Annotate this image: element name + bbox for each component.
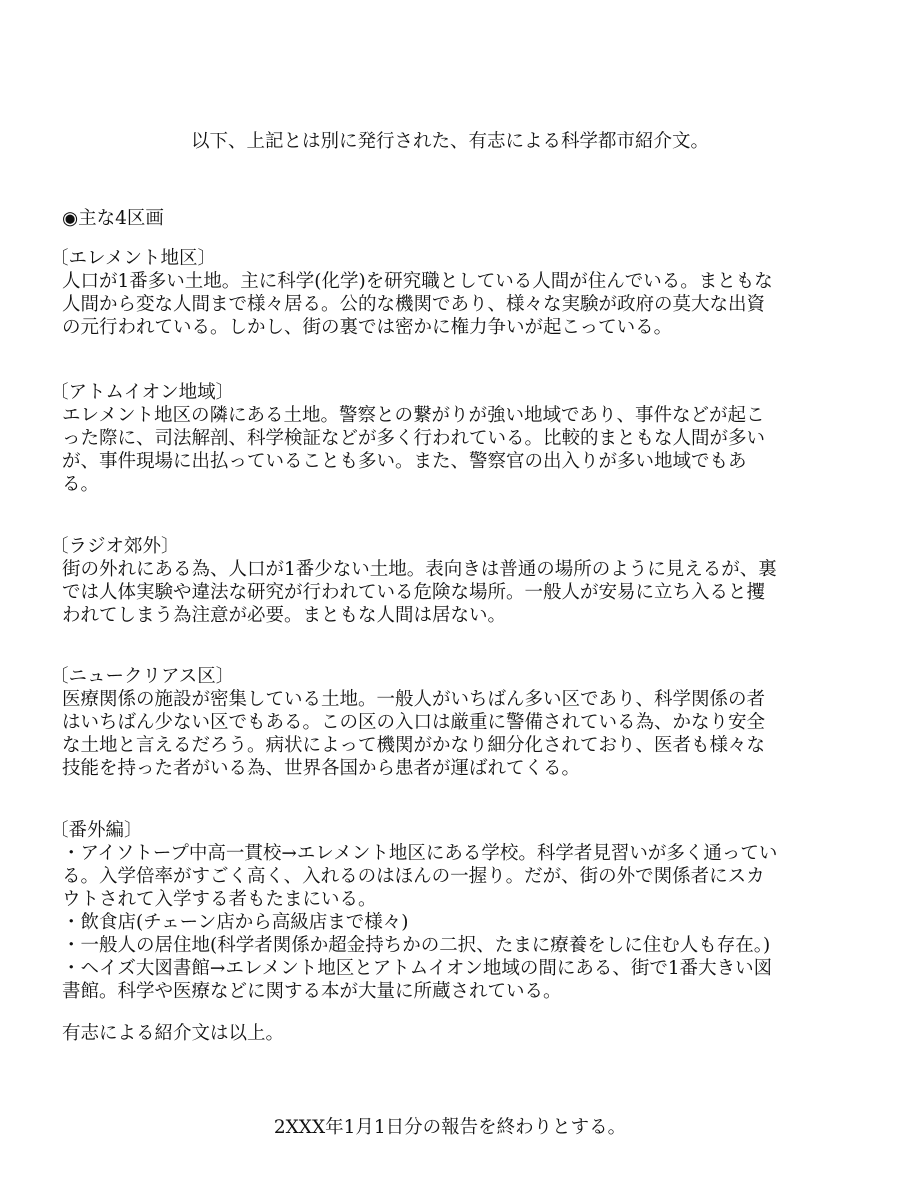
closing-line: 有志による紹介文は以上。 (62, 1023, 285, 1044)
section-title-radio: 〔ラジオ郊外〕 (50, 536, 180, 557)
section-line: な土地と言えるだろう。病状によって機関がかなり細分化されており、医者も様々な (62, 735, 766, 756)
section-line: ・アイソトープ中高一貫校→エレメント地区にある学校。科学者見習いが多く通ってい (62, 843, 778, 864)
intro-line: 以下、上記とは別に発行された、有志による科学都市紹介文。 (190, 131, 709, 152)
section-line: ・飲食店(チェーン店から高級店まで様々) (62, 912, 409, 933)
section-line: では人体実験や違法な研究が行われている危険な場所。一般人が安易に立ち入ると攫 (62, 582, 766, 603)
section-title-extra: 〔番外編〕 (50, 820, 143, 841)
section-line: われてしまう為注意が必要。まともな人間は居ない。 (62, 605, 507, 626)
section-line: 技能を持った者がいる為、世界各国から患者が運ばれてくる。 (62, 758, 581, 779)
districts-heading: ◉主な4区画 (62, 208, 164, 229)
section-line: る。入学倍率がすごく高く、入れるのはほんの一握り。だが、街の外で関係者にスカ (62, 866, 765, 887)
section-line: る。 (62, 474, 100, 495)
section-title-atom-ion: 〔アトムイオン地域〕 (50, 382, 235, 403)
section-title-nucleus: 〔ニュークリアス区〕 (50, 666, 235, 687)
section-line: の元行われている。しかし、街の裏では密かに権力争いが起こっている。 (62, 317, 673, 338)
section-line: 街の外れにある為、人口が1番少ない土地。表向きは普通の場所のように見えるが、裏 (62, 559, 777, 580)
section-line: ・ヘイズ大図書館→エレメント地区とアトムイオン地域の間にある、街で1番大きい図 (62, 958, 773, 979)
section-line: 人口が1番多い土地。主に科学(化学)を研究職としている人間が住んでいる。まともな (62, 271, 773, 292)
section-line: が、事件現場に出払っていることも多い。また、警察官の出入りが多い地域でもあ (62, 451, 747, 472)
footer-line: 2XXX年1月1日分の報告を終わりとする。 (273, 1117, 627, 1138)
section-line: 書館。科学や医療などに関する本が大量に所蔵されている。 (62, 981, 562, 1002)
section-line: った際に、司法解剖、科学検証などが多く行われている。比較的まともな人間が多い (62, 428, 766, 449)
section-line: はいちばん少ない区でもある。この区の入口は厳重に警備されている為、かなり安全 (62, 712, 766, 733)
section-line: エレメント地区の隣にある土地。警察との繋がりが強い地域であり、事件などが起こ (62, 405, 765, 426)
section-line: 医療関係の施設が密集している土地。一般人がいちばん多い区であり、科学関係の者 (62, 689, 766, 710)
section-line: ウトされて入学する者もたまにいる。 (62, 889, 377, 910)
section-title-element: 〔エレメント地区〕 (50, 248, 216, 269)
section-line: ・一般人の居住地(科学者関係か超金持ちかの二択、たまに療養をしに住む人も存在。) (62, 935, 771, 956)
section-line: 人間から変な人間まで様々居る。公的な機関であり、様々な実験が政府の莫大な出資 (62, 294, 766, 315)
